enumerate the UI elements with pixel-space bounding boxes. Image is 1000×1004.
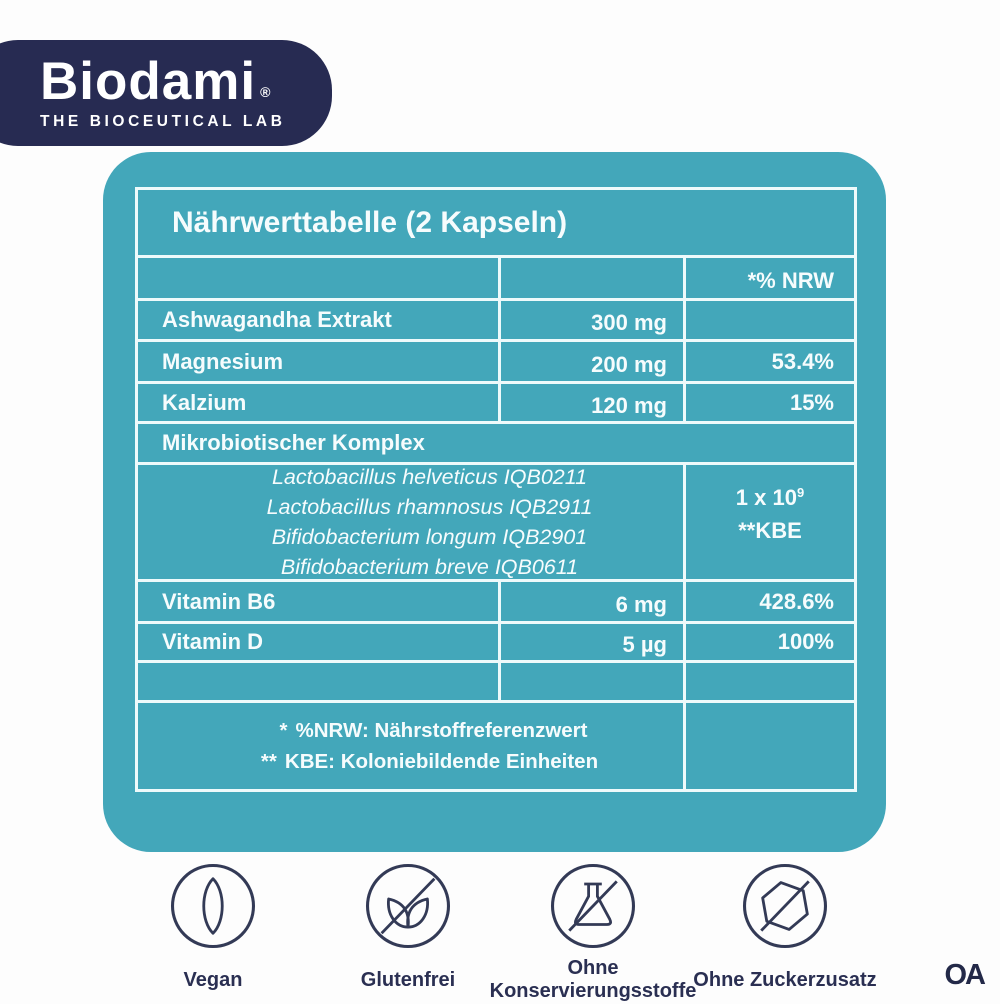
strains-row <box>138 462 854 579</box>
strain-item: Lactobacillus helveticus IQB0211 <box>271 465 588 489</box>
footnote-row <box>138 700 854 789</box>
footnote-mark: ** <box>260 749 277 773</box>
badge-label: Glutenfrei <box>360 968 456 991</box>
strain-item: Bifidobacterium breve IQB0611 <box>280 555 579 579</box>
footnote-mark: * <box>279 718 288 742</box>
nutrient-nrw <box>683 301 854 339</box>
table-row <box>138 381 854 421</box>
nutrient-name: Vitamin D <box>162 629 264 654</box>
header-nrw: *% NRW <box>683 258 854 298</box>
oa-watermark: OA <box>944 959 984 991</box>
nutrient-name: Magnesium <box>162 348 284 374</box>
table-row <box>138 298 854 339</box>
strain-cfu-unit: **KBE <box>738 518 802 543</box>
table-row <box>138 621 854 660</box>
nutrient-amount: 120 mg <box>498 384 683 421</box>
table-row <box>138 579 854 621</box>
cell-empty <box>138 663 498 700</box>
header-cell-empty <box>138 258 498 298</box>
nutrient-nrw: 428.6% <box>683 582 854 621</box>
nutrient-nrw: 100% <box>683 624 854 660</box>
strain-item: Lactobacillus rhamnosus IQB2911 <box>266 495 593 519</box>
vegan-leaf-icon <box>169 862 257 950</box>
cell-empty <box>498 663 683 700</box>
footnotes <box>138 703 683 789</box>
nutrient-name: Kalzium <box>162 389 247 415</box>
brand-name: Biodami <box>40 52 257 111</box>
no-preservatives-flask-icon <box>549 862 637 950</box>
nutrient-amount: 300 mg <box>498 301 683 339</box>
strain-cfu-base: 1 x 10 <box>735 485 797 510</box>
nutrient-amount: 6 mg <box>498 582 683 621</box>
strain-cfu-value <box>736 485 804 511</box>
cell-empty <box>683 663 854 700</box>
nutrient-nrw: 53.4% <box>683 342 854 381</box>
section-name: Mikrobiotischer Komplex <box>162 430 425 455</box>
table-title: Nährwerttabelle (2 Kapseln) <box>172 205 568 239</box>
section-header-row <box>138 421 854 462</box>
gluten-free-icon <box>364 862 452 950</box>
empty-row <box>138 660 854 700</box>
nutrient-amount: 5 µg <box>498 624 683 660</box>
strain-value-cell <box>683 465 854 579</box>
footnote-line <box>241 750 598 774</box>
nutrient-amount: 200 mg <box>498 342 683 381</box>
strain-item: Bifidobacterium longum IQB2901 <box>271 525 588 549</box>
header-cell-empty <box>498 258 683 298</box>
footnote-text: KBE: Koloniebildende Einheiten <box>284 749 599 773</box>
strain-list <box>138 465 683 579</box>
cell-empty <box>683 703 854 789</box>
table-title-cell <box>138 190 854 255</box>
brand-line <box>40 52 332 111</box>
brand-logo-badge <box>0 40 332 146</box>
badge-no-added-sugar <box>670 862 900 1004</box>
registered-trademark-icon: ® <box>260 84 271 100</box>
no-added-sugar-icon <box>741 862 829 950</box>
badge-label: Ohne Konservierungsstoffe <box>489 957 697 1002</box>
footnote-text: %NRW: Nährstoffreferenzwert <box>295 718 588 742</box>
brand-tagline: THE BIOCEUTICAL LAB <box>40 113 286 130</box>
table-title-row <box>138 190 854 255</box>
nutrient-name: Vitamin B6 <box>162 588 276 614</box>
badge-label: Ohne Zuckerzusatz <box>693 968 877 991</box>
strain-cfu-exponent: 9 <box>796 485 805 500</box>
badge-label: Vegan <box>183 968 243 991</box>
nutrient-name: Ashwagandha Extrakt <box>162 307 392 332</box>
table-header-row <box>138 255 854 298</box>
nutrient-nrw: 15% <box>683 384 854 421</box>
footnote-line <box>252 719 588 743</box>
table-row <box>138 339 854 381</box>
nutrition-table <box>135 187 857 792</box>
